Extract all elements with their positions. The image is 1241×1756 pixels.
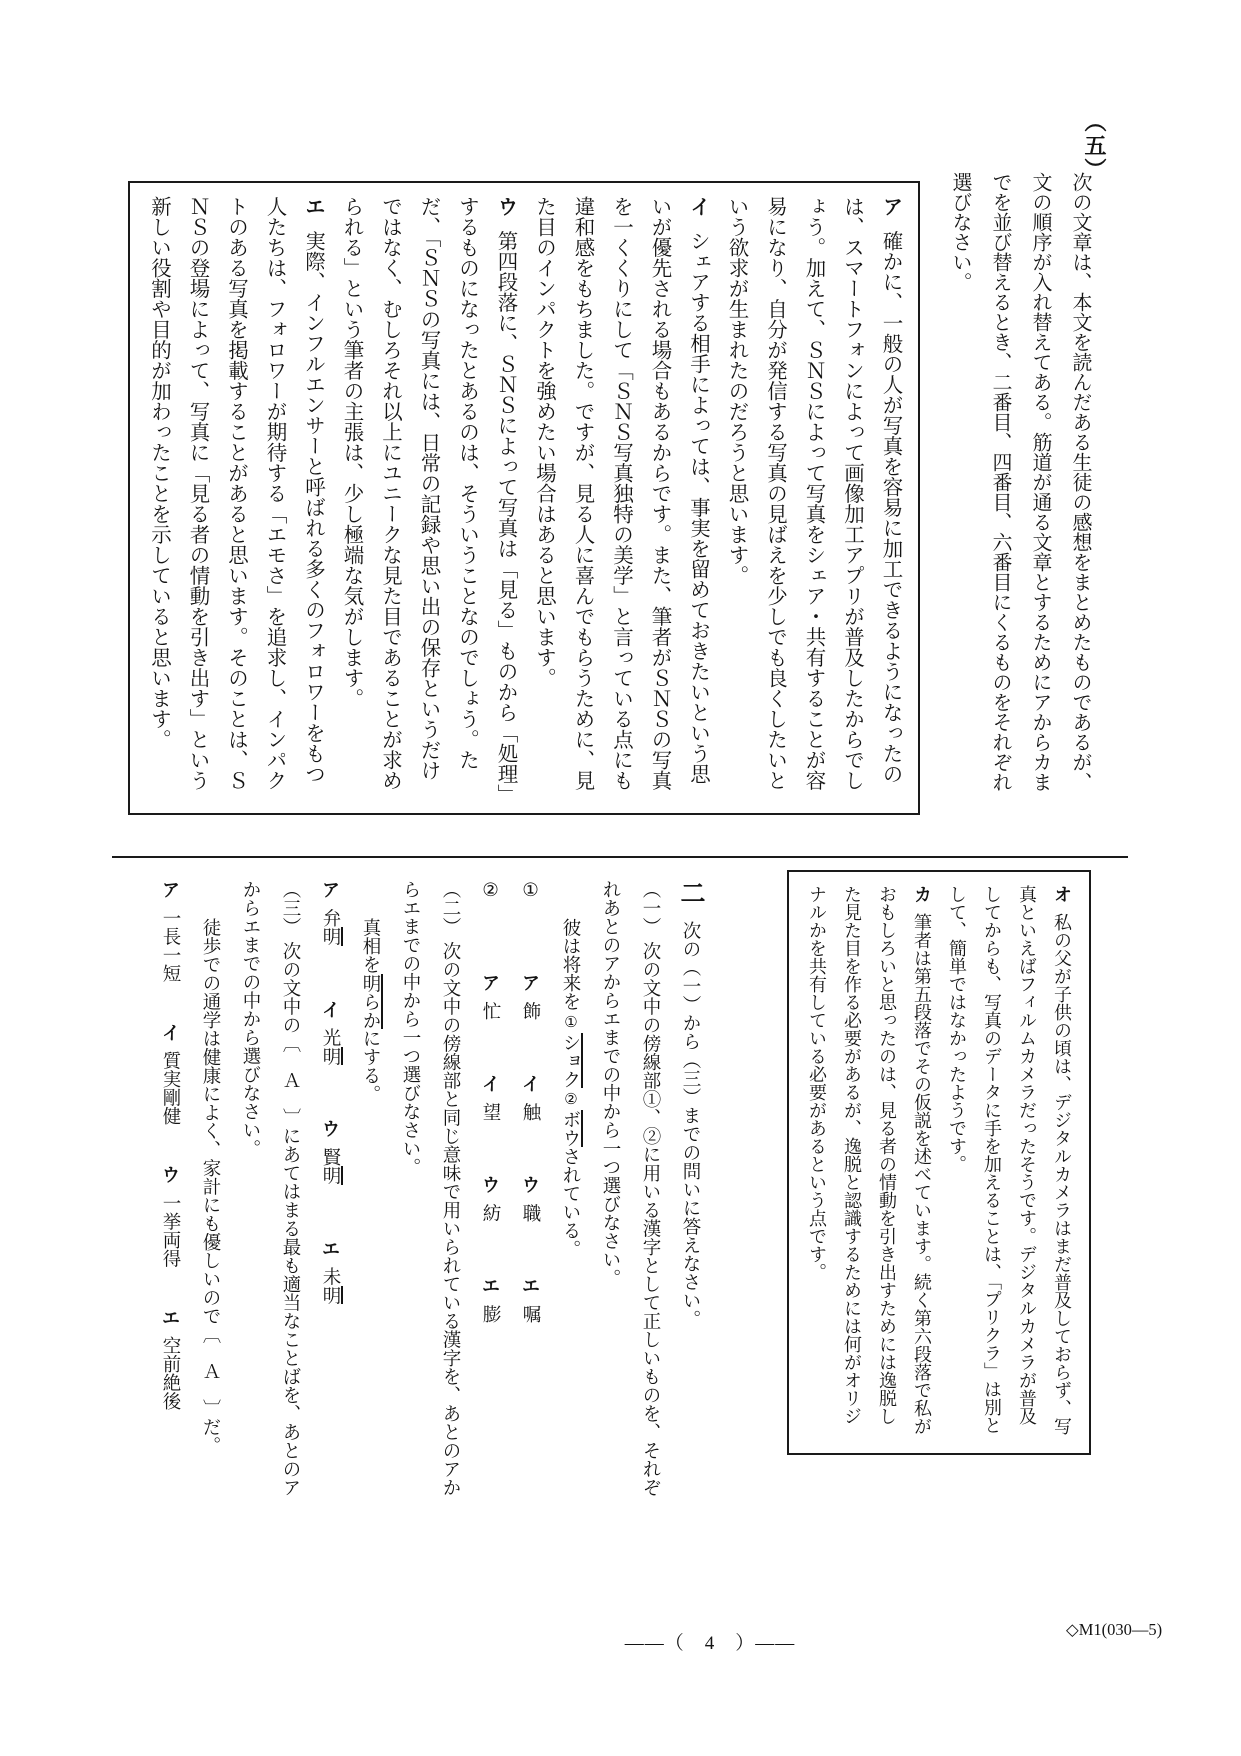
option-label: イ	[520, 1074, 541, 1093]
option-label: ア	[320, 880, 341, 899]
option-label: ア	[520, 973, 541, 992]
paragraph-label: イ	[686, 196, 710, 217]
option-word: 賢	[320, 1147, 340, 1166]
option-kanji: 嘱	[520, 1304, 540, 1323]
option-label: イ	[320, 999, 341, 1018]
paragraph-text: 第四段落に、ＳＮＳによって写真は「見る」ものから「処理」するものになったとあるのは、そういうことなのでしょう。ただ、「ＳＮＳの写真には、日常の記録や思い出の保存というだけではなく、むしろそれ以上にユニークな見た目であることが求められる」という筆者の主張は、少し極端な気がします。	[340, 196, 516, 795]
options-three	[150, 880, 190, 1502]
option-label: エ	[320, 1238, 341, 1257]
options-one-1	[510, 880, 550, 1502]
circled-number-2: ②	[562, 1090, 578, 1108]
paragraph-label: エ	[301, 196, 325, 217]
paragraph-text: 実際、インフルエンサーと呼ばれる多くのフォロワーをもつ人たちは、フォロワーが期待する「エモさ」を追求し、インパクトのある写真を掲載することがあると思います。そのことは、ＳＮＳの登場によって、写真に「見る者の情動を引き出す」という新しい役割や目的が加わったことを示していると思います。	[147, 196, 324, 791]
option-kanji: 飾	[520, 1001, 540, 1020]
option-kanji: 忙	[480, 1001, 500, 1020]
option-kanji: 望	[480, 1102, 500, 1121]
subquestion-three-prompt: （三）次の文中の〔 Ａ 〕にあてはまる最も適当なことばを、あとのアからエまでの中から選びなさい。	[240, 880, 300, 1497]
option-label: ウ	[320, 1119, 341, 1138]
options-two	[310, 880, 350, 1502]
option-idiom: 空前絶後	[160, 1336, 180, 1410]
option-kanji: 職	[520, 1203, 540, 1222]
document-code: ◇M1(030—5)	[1066, 1620, 1163, 1639]
option-label: エ	[480, 1276, 501, 1295]
question2-section	[150, 880, 710, 1502]
subquestion-one-prompt: （一）次の文中の傍線部①、②に用いる漢字として正しいものを、それぞれあとのアからエまでの中から一つ選びなさい。	[600, 880, 660, 1497]
question5-label: （五）	[1082, 110, 1107, 182]
section-divider	[112, 856, 1128, 858]
paragraph-label: オ	[1052, 885, 1072, 903]
option-label: ウ	[520, 1175, 541, 1194]
option-label: ア	[160, 880, 181, 899]
paragraph-label: ア	[879, 196, 902, 217]
option-underlined-kanji: 明	[320, 1166, 343, 1185]
example-sentence-one: 彼は将来を①ショク②ボウされている。	[550, 880, 590, 1502]
subquestion-two-label: （二）	[440, 880, 460, 936]
option-kanji: 膨	[480, 1304, 500, 1323]
option-idiom: 一挙両得	[160, 1193, 180, 1268]
example-sentence-two: 真相を明らかにする。	[350, 880, 390, 1502]
option-label: エ	[160, 1307, 181, 1326]
subquestion-two-prompt: （二）次の文中の傍線部と同じ意味で用いられている漢字を、あとのアからエまでの中から一つ選びなさい。	[400, 880, 460, 1497]
option-label: ウ	[480, 1175, 501, 1194]
essay-paragraph-u	[332, 196, 525, 800]
option-word: 未	[320, 1267, 340, 1286]
circled-number-1: ①	[562, 1012, 578, 1031]
paragraph-text: シェアする相手によっては、事実を留めておきたいという思いが優先される場合もあるからです。また、筆者がＳＮＳの写真を一くくりにして「ＳＮＳ写真独特の美学」と言っている点にも違和感をもちました。ですが、見る人に喜んでもらうために、見た目のインパクトを強めたい場合はあると思います。	[532, 196, 709, 791]
essay-paragraph-e	[139, 196, 332, 800]
option-underlined-kanji: 明	[320, 1047, 343, 1066]
underlined-word-shoku: ショク	[560, 1033, 583, 1089]
option-label: イ	[160, 1022, 181, 1041]
option-label: ア	[480, 973, 501, 992]
option-label: ウ	[160, 1165, 181, 1184]
paragraph-text: 私の父が子供の頃は、デジタルカメラはまだ普及しておらず、写真といえばフィルムカメラだったそうです。デジタルカメラが普及してからも、写真のデータに手を加えることは、「プリクラ」は別として、簡単ではなかったようです。	[947, 885, 1072, 1435]
essay-paragraph-o	[939, 885, 1079, 1440]
question2-number: 二	[677, 880, 704, 905]
essay-paragraph-ka	[799, 885, 939, 1440]
option-idiom: 質実剛健	[160, 1051, 180, 1125]
option-word: 光	[320, 1028, 340, 1047]
option-label: イ	[480, 1074, 501, 1093]
subquestion-one-label: （一）	[640, 880, 660, 936]
example-sentence-three: 徒歩での通学は健康によく、家計にも優しいので〔 Ａ 〕だ。	[200, 918, 220, 1455]
options-one-2	[470, 880, 510, 1502]
essay-paragraph-i	[524, 196, 717, 800]
question2-header	[670, 880, 710, 1502]
paragraph-text: 確かに、一般の人が写真を容易に加工できるようになったのは、スマートフォンによって画像加工アプリが普及したからでしょう。加えて、ＳＮＳによって写真をシェア・共有することが容易になり、自分が発信する写真の見ばえを少しでも良くしたいという欲求が生まれたのだろうと思います。	[725, 196, 901, 791]
student-essay-box	[128, 181, 920, 815]
option-underlined-kanji: 明	[320, 927, 343, 946]
page-number: ——（ 4 ）——	[624, 1633, 796, 1654]
paragraph-label: カ	[912, 885, 932, 903]
option-word: 弁	[320, 908, 340, 927]
essay-paragraph-a	[717, 196, 910, 800]
option-underlined-kanji: 明	[320, 1286, 343, 1305]
option-label: エ	[520, 1276, 541, 1295]
options-group-number: ②	[480, 880, 500, 901]
student-essay-box-continued	[787, 870, 1091, 1455]
underlined-word-bou: ボウ	[560, 1110, 583, 1147]
underlined-word-akiraka: 明らか	[360, 974, 383, 1030]
question5-prompt: 次の文章は、本文を読んだある生徒の感想をまとめたものであるが、文の順序が入れ替えてある。筋道が通る文章とするためにアからカまでを並び替えるとき、二番目、四番目、六番目にくるものをそれぞれ選びなさい。	[949, 172, 1091, 792]
paragraph-text: 筆者は第五段落でその仮説を述べています。続く第六段落で私がおもしろいと思ったのは、見る者の情動を引き出すためには逸脱した見た目を作る必要があるが、逸脱と認識するためには何がオリジナルかを共有している必要があるという点です。	[807, 885, 932, 1435]
question2-intro: 次の（一）から（三）までの問いに答えなさい。	[680, 921, 700, 1328]
subquestion-three-label: （三）	[280, 880, 300, 936]
option-kanji: 紡	[480, 1203, 500, 1222]
paragraph-label: ウ	[494, 196, 517, 217]
option-kanji: 触	[520, 1102, 540, 1121]
option-idiom: 一長一短	[160, 908, 180, 983]
options-group-number: ①	[520, 880, 540, 901]
